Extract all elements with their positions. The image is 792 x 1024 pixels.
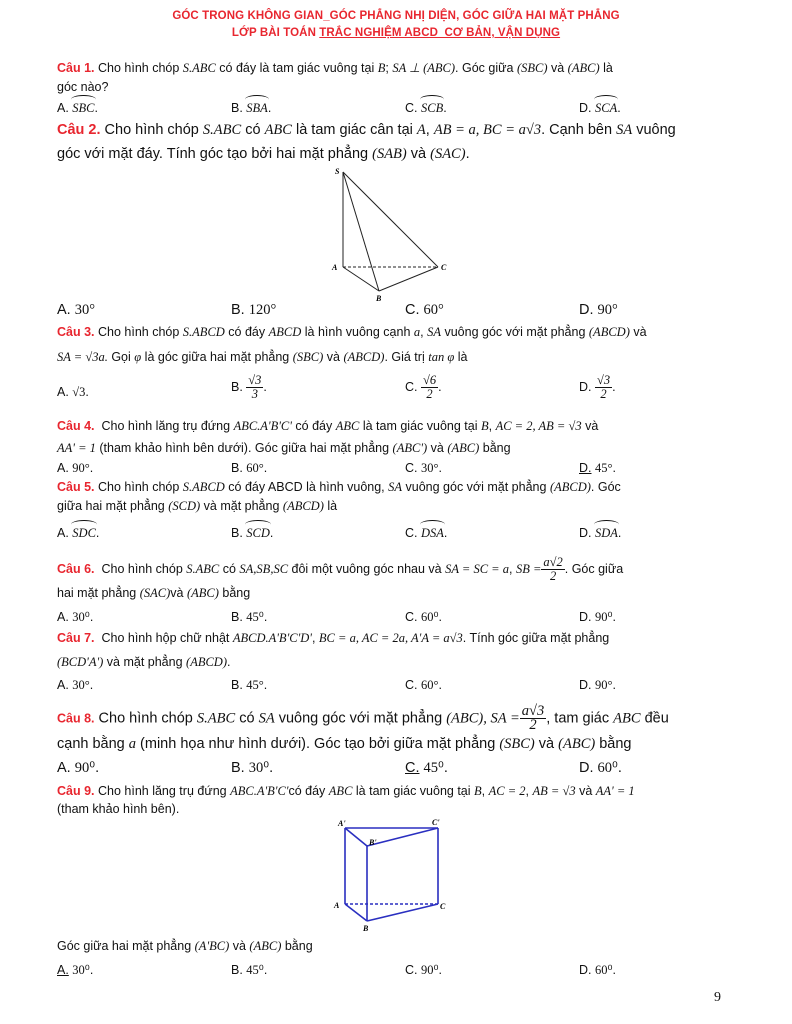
q2-option-d[interactable]: D. 90° (579, 302, 618, 318)
question-3-cont: SA = √3a. Gọi φ là góc giữa hai mặt phẳng (SBC) và (ABCD). Giá trị tan φ là (57, 350, 468, 364)
question-6: Câu 6. Cho hình chóp S.ABC có SA,SB,SC đôi một vuông góc nhau và SA = SC = a, SB = $\frac{a√2}{2}$ . Góc giữa (57, 555, 624, 583)
question-6-cont: hai mặt phẳng (SAC)và (ABC) bằng (57, 586, 251, 600)
q6-option-a[interactable]: A. 30⁰. (57, 610, 94, 624)
q8-option-a[interactable]: A. 90⁰. (57, 760, 100, 776)
label-a1: A' (338, 819, 346, 828)
question-9-cont: (tham khảo hình bên). (57, 802, 180, 816)
q7-option-b[interactable]: B. 45°. (231, 678, 268, 692)
question-1-cont: góc nào? (57, 80, 109, 94)
question-7-cont: (BCD'A') và mặt phẳng (ABCD). (57, 655, 231, 669)
label-c: C (440, 902, 446, 911)
question-5-cont: giữa hai mặt phẳng (SCD) và mặt phẳng (ABCD) là (57, 499, 338, 513)
q1-option-b[interactable]: B. SBA. (231, 101, 272, 115)
q3-option-a[interactable]: A. √3. (57, 385, 89, 399)
q7-option-a[interactable]: A. 30°. (57, 678, 94, 692)
question-2-cont: góc với mặt đáy. Tính góc tạo bởi hai mặt phẳng (SAB) và (SAC). (57, 146, 470, 162)
q8-option-c[interactable]: C. 45⁰. (405, 760, 448, 776)
q1-option-a[interactable]: A. SBC. (57, 101, 99, 115)
q5-option-d[interactable]: D. SDA. (579, 526, 622, 540)
q9-option-a[interactable]: A. 30⁰. (57, 963, 94, 977)
q8-option-b[interactable]: B. 30⁰. (231, 760, 274, 776)
q1-option-c[interactable]: C. SCB. (405, 101, 447, 115)
q9-prism-figure (328, 815, 453, 935)
q4-option-c[interactable]: C. 30°. (405, 461, 442, 475)
q4-option-b[interactable]: B. 60°. (231, 461, 268, 475)
question-3: Câu 3. Cho hình chóp S.ABCD có đáy ABCD là hình vuông cạnh a, SA vuông góc với mặt phẳng (ABCD) và (57, 325, 647, 339)
question-8-cont: cạnh bằng a (minh họa như hình dưới). Góc tạo bởi giữa mặt phẳng (SBC) và (ABC) bằng (57, 736, 632, 752)
q6-option-b[interactable]: B. 45⁰. (231, 610, 268, 624)
q2-option-a[interactable]: A. 30° (57, 302, 96, 318)
question-9-prompt: Góc giữa hai mặt phẳng (A'BC) và (ABC) bằng (57, 939, 313, 953)
question-9: Câu 9. Cho hình lăng trụ đứng ABC.A'B'C'có đáy ABC là tam giác vuông tại B, AC = 2, AB = √3 và AA' = 1 (57, 784, 635, 798)
q1-option-d[interactable]: D. SCA. (579, 101, 621, 115)
q3-option-b[interactable]: B. $\frac{√3}{3}$ . (231, 373, 267, 401)
question-4: Câu 4. Cho hình lăng trụ đứng ABC.A'B'C' có đáy ABC là tam giác vuông tại B, AC = 2, AB = √3 và (57, 419, 599, 433)
q2-option-c[interactable]: C. 60° (405, 302, 444, 318)
label-a: A (332, 263, 338, 272)
q6-option-d[interactable]: D. 90⁰. (579, 610, 616, 624)
q5-option-b[interactable]: B. SCD. (231, 526, 274, 540)
page-number: 9 (714, 990, 721, 1005)
page-subtitle: LỚP BÀI TOÁN TRẮC NGHIỆM ABCD_CƠ BẢN, VẬN DỤNG (231, 27, 561, 39)
label-c1: C' (432, 818, 440, 827)
label-c: C (441, 263, 447, 272)
label-b1: B' (369, 838, 377, 847)
q6-option-c[interactable]: C. 60⁰. (405, 610, 442, 624)
page-title: GÓC TRONG KHÔNG GIAN_GÓC PHẲNG NHỊ DIỆN, GÓC GIỮA HAI MẶT PHẲNG (172, 10, 620, 22)
q4-option-a[interactable]: A. 90°. (57, 461, 94, 475)
q5-option-a[interactable]: A. SDC. (57, 526, 100, 540)
question-1: Câu 1. Cho hình chóp S.ABC có đáy là tam giác vuông tại B; SA ⊥ (ABC). Góc giữa (SBC) và (ABC) là (57, 61, 613, 75)
question-2: Câu 2. Cho hình chóp S.ABC có ABC là tam giác cân tại A, AB = a, BC = a√3. Cạnh bên SA vuông (57, 122, 676, 138)
label-b: B (363, 924, 369, 933)
q9-option-c[interactable]: C. 90⁰. (405, 963, 442, 977)
q4-option-d[interactable]: D. 45°. (579, 461, 616, 475)
q2-pyramid-figure (326, 165, 456, 305)
q3-option-d[interactable]: D. $\frac{√3}{2}$ . (579, 373, 616, 401)
label-s: S (335, 167, 340, 176)
question-4-cont: AA' = 1 (tham khảo hình bên dưới). Góc giữa hai mặt phẳng (ABC') và (ABC) bằng (57, 441, 511, 455)
label-a: A (334, 901, 340, 910)
label-b: B (376, 294, 382, 303)
q5-option-c[interactable]: C. DSA. (405, 526, 448, 540)
question-5: Câu 5. Cho hình chóp S.ABCD có đáy ABCD là hình vuông, SA vuông góc với mặt phẳng (ABCD). Góc (57, 480, 621, 494)
q9-option-b[interactable]: B. 45⁰. (231, 963, 268, 977)
q7-option-c[interactable]: C. 60°. (405, 678, 442, 692)
q7-option-d[interactable]: D. 90°. (579, 678, 616, 692)
q9-option-d[interactable]: D. 60⁰. (579, 963, 616, 977)
q3-option-c[interactable]: C. $\frac{√6}{2}$ . (405, 373, 442, 401)
question-8: Câu 8. Cho hình chóp S.ABC có SA vuông góc với mặt phẳng (ABC), SA = $\frac{a√3}{2}$ , tam giác ABC đều (57, 703, 669, 733)
question-7: Câu 7. Cho hình hộp chữ nhật ABCD.A'B'C'D', BC = a, AC = 2a, A'A = a√3. Tính góc giữa mặt phẳng (57, 631, 610, 645)
q2-option-b[interactable]: B. 120° (231, 302, 277, 318)
q8-option-d[interactable]: D. 60⁰. (579, 760, 622, 776)
